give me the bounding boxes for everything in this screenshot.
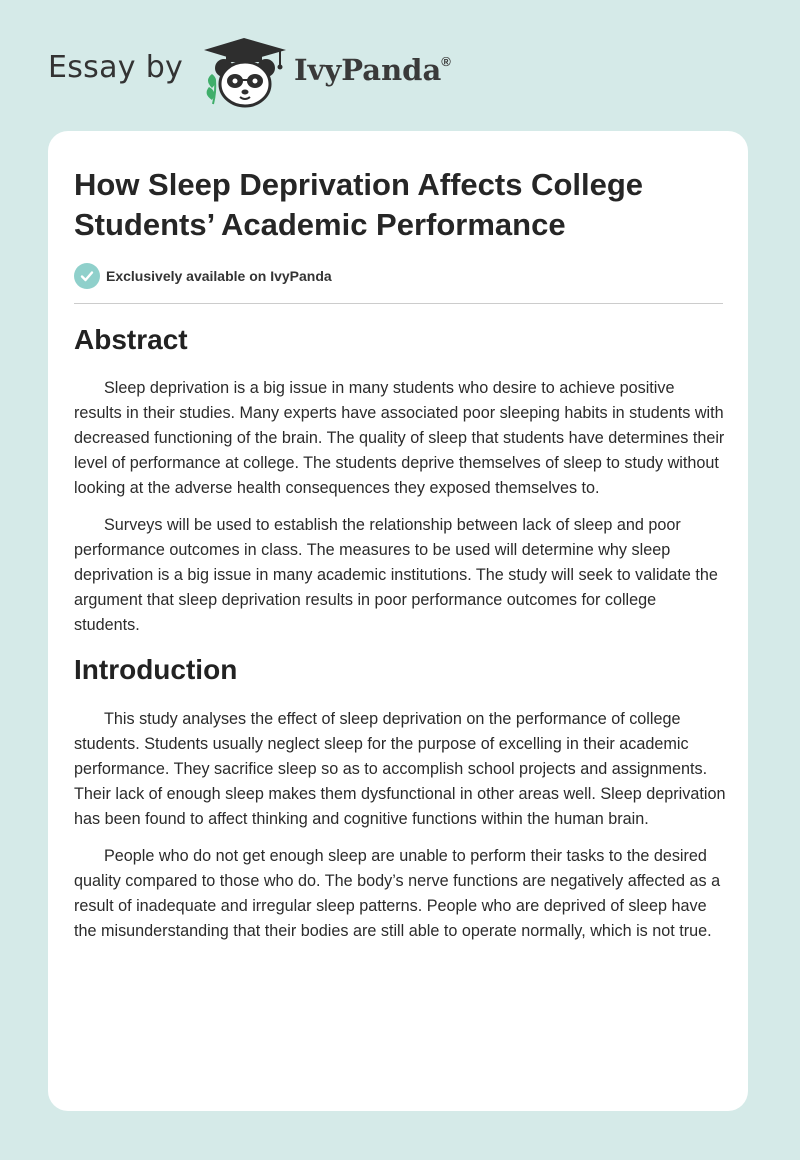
section-heading-abstract: Abstract bbox=[74, 324, 188, 355]
site-header bbox=[0, 0, 800, 130]
ivy-leaf-icon bbox=[207, 74, 216, 104]
registered-mark: ® bbox=[441, 54, 451, 69]
essay-title: How Sleep Deprivation Affects College Students’ Academic Performance bbox=[74, 167, 644, 242]
paragraph: Sleep deprivation is a big issue in many students who desire to achieve positive results in their studies. Many experts have associated poor sleeping habits in students with decreased functioning of the brain. The quality of sleep that students have determines their level of performance at college. The students deprive themselves of sleep to study without looking at the adverse health consequences they exposed themselves to. bbox=[74, 379, 725, 497]
title-divider bbox=[74, 303, 723, 304]
essay-content bbox=[74, 319, 726, 956]
exclusive-text: Exclusively available on IvyPanda bbox=[106, 268, 332, 284]
exclusive-badge bbox=[74, 262, 332, 290]
panda-logo-icon[interactable] bbox=[200, 36, 292, 110]
paragraph: This study analyses the effect of sleep deprivation on the performance of college students. Students usually neglect sleep for the purpose of excelling in their academic performance. They sacrifice sleep so as to accomplish school projects and assignments. Their lack of enough sleep makes them dysfunctional in other areas well. Sleep deprivation has been found to affect thinking and cognitive functions within the human brain. bbox=[74, 710, 726, 828]
section-heading-introduction: Introduction bbox=[74, 654, 238, 685]
essay-by-label: Essay by bbox=[48, 50, 184, 85]
essay-card bbox=[48, 131, 748, 1111]
paragraph: Surveys will be used to establish the relationship between lack of sleep and poor performance outcomes in class. The measures to be used will determine why sleep deprivation is a big issue in many academic institutions. The study will seek to validate the argument that sleep deprivation results in poor performance outcomes for college students. bbox=[74, 516, 718, 634]
brand-name[interactable] bbox=[294, 53, 451, 87]
check-icon bbox=[74, 263, 100, 289]
brand-text: IvyPanda bbox=[294, 53, 442, 87]
paragraph: People who do not get enough sleep are unable to perform their tasks to the desired quality compared to those who do. The body’s nerve functions are negatively affected as a result of inadequate and irregular sleep patterns. People who are deprived of sleep have the misunderstanding that their bodies are still able to operate normally, which is not true. bbox=[74, 847, 721, 940]
